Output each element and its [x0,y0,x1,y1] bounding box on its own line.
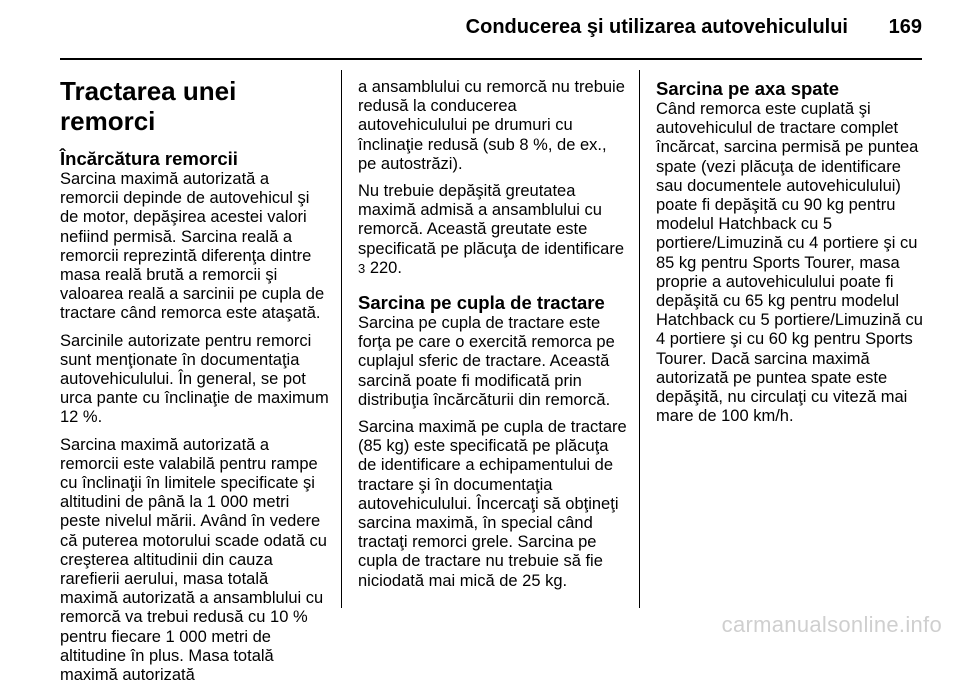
subheading-rear-axle-load: Sarcina pe axa spate [656,78,840,99]
subheading-trailer-load: Încărcătura remorcii [60,148,238,169]
paragraph: Când remorca este cuplată şi autovehiculul de tractare complet încărcat, sarcina permisă pe puntea spate (vezi plăcuţa de identificare sau documentele autovehiculului) poate fi depăşită cu 90 kg pentru modelul Hatchback cu 5 portiere/Limuzină cu 4 portiere şi cu 85 kg pentru Sports Tourer, masa proprie a autovehiculului poate fi depăşită cu 65 kg pentru modelul Hatchback cu 5 portiere/Limuzină cu 4 portiere şi cu 60 kg pentru Sports Tourer. Dacă sarcina maximă autorizată pe puntea spate este depăşită, nu circulaţi cu viteză mai mare de 100 km/h. [656,100,923,426]
page-number: 169 [888,16,922,38]
paragraph [358,182,628,278]
column-1 [60,76,330,693]
paragraph: a ansamblului cu remorcă nu trebuie redusă la conducerea autovehiculului pe drumuri cu înclinaţie redusă (sub 8 %, de ex., pe autostrăzi). [358,78,625,173]
column-divider-1 [341,70,342,608]
section-title: Tractarea unei remorci [60,76,237,136]
paragraph: Sarcina maximă pe cupla de tractare (85 kg) este specificată pe plăcuţa de identificare a echipamentului de tractare şi în documentaţia autovehiculului. Încercaţi să obţineţi sarcina maximă, în special când tractaţi remorci grele. Sarcina pe cupla de tractare nu trebuie să fie niciodată mai mică de 25 kg. [358,418,627,590]
paragraph: Sarcina maximă autorizată a remorcii depinde de autovehicul şi de motor, depăşirea acestei valori nefiind permisă. Sarcina reală a remorcii reprezintă diferenţa dintre masa reală brută a remorcii şi valoarea reală a sarcinii pe cupla de tractare când remorca este ataşată. [60,170,325,323]
running-header-title: Conducerea şi utilizarea autovehiculului [465,16,848,38]
paragraph: Sarcina maximă autorizată a remorcii este valabilă pentru rampe cu înclinaţii în limitele specificate şi altitudini de până la 1 000 metri peste nivelul mării. Având în vedere că puterea motorului scade odată cu creşterea altitudinii din cauza rarefierii aerului, masa totală maximă autorizată a ansamblului cu remorcă va trebui redusă cu 10 % pentru fiecare 1 000 metri de altitudine în plus. Masa totală maximă autorizată [60,435,327,685]
paragraph: Sarcina pe cupla de tractare este forţa pe care o exercită remorca pe cuplajul sferic de tractare. Această sarcină poate fi modificată prin distribuţia încărcăturii din remorcă. [358,314,615,409]
watermark: carmanualsonline.info [721,612,942,637]
page-reference-link[interactable]: 220. [369,258,402,277]
column-3 [656,78,926,434]
page-reference-icon: 3 [358,260,366,276]
column-divider-2 [639,70,640,608]
subheading-coupling-load: Sarcina pe cupla de tractare [358,292,605,314]
paragraph: Sarcinile autorizate pentru remorci sunt menţionate în documentaţia autovehiculului. În general, se pot urca pante cu înclinaţie de maximum 12 %. [60,331,329,427]
paragraph-text: Nu trebuie depăşită greutatea maximă admisă a ansamblului cu remorcă. Această greutate este specificată pe plăcuţa de identificare [358,182,624,258]
header-divider [60,58,922,60]
column-2 [358,78,628,599]
